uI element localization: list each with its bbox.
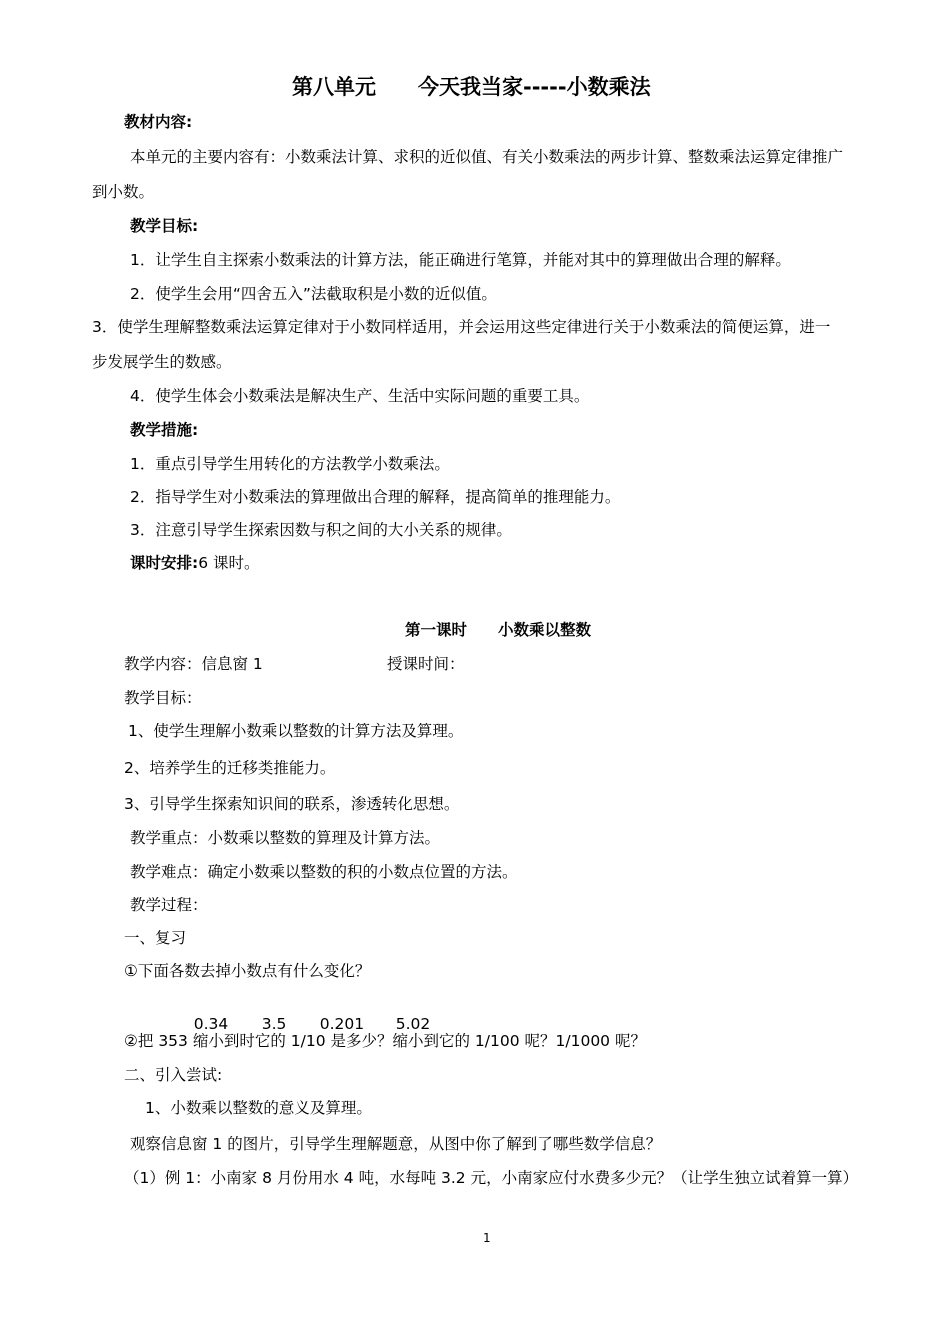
unit-goal-3-line-2: 步发展学生的数感。 [92, 353, 232, 371]
number-item: 3.5 [261, 1014, 287, 1033]
page-number: 1 [483, 1231, 491, 1245]
unit-goal-2: 2．使学生会用“四舍五入”法截取积是小数的近似值。 [130, 285, 497, 303]
lesson-content: 教学内容：信息窗 1 [124, 655, 263, 673]
unit-goal-4: 4．使学生体会小数乘法是解决生产、生活中实际问题的重要工具。 [130, 387, 590, 405]
lesson-goal-1: 1、使学生理解小数乘以整数的计算方法及算理。 [128, 722, 464, 740]
unit-goal-1: 1．让学生自主探索小数乘法的计算方法，能正确进行笔算，并能对其中的算理做出合理的解释。 [130, 251, 791, 269]
lesson-difficulty: 教学难点：确定小数乘以整数的积的小数点位置的方法。 [130, 863, 518, 881]
review-question-2: ②把 353 缩小到时它的 1/10 是多少？缩小到它的 1/100 呢？1/1000 呢？ [124, 1032, 646, 1050]
unit-goals-label: 教学目标: [130, 217, 199, 235]
number-item: 5.02 [395, 1014, 431, 1033]
schedule-label: 课时安排: [130, 554, 199, 572]
material-label: 教材内容: [124, 113, 193, 131]
number-item: 0.201 [319, 1014, 365, 1033]
lesson-goal-2: 2、培养学生的迁移类推能力。 [124, 759, 336, 777]
lesson-process-label: 教学过程： [130, 896, 208, 914]
unit-goal-3-line-1: 3．使学生理解整数乘法运算定律对于小数同样适用，并会运用这些定律进行关于小数乘法的简便运算，进一 [92, 318, 831, 336]
material-line-1: 本单元的主要内容有：小数乘法计算、求积的近似值、有关小数乘法的两步计算、整数乘法运算定律推广 [130, 148, 844, 166]
measure-2: 2．指导学生对小数乘法的算理做出合理的解释，提高简单的推理能力。 [130, 488, 621, 506]
material-line-2: 到小数。 [92, 183, 155, 201]
review-heading: 一、复习 [124, 929, 187, 947]
measure-3: 3．注意引导学生探索因数与积之间的大小关系的规律。 [130, 521, 512, 539]
review-question-1: ①下面各数去掉小数点有什么变化？ [124, 962, 371, 980]
lesson-goals-label: 教学目标： [124, 689, 202, 707]
number-item: 0.34 [193, 1014, 229, 1033]
intro-heading: 二、引入尝试: [124, 1066, 223, 1084]
schedule-value: 6 课时。 [198, 554, 260, 572]
example-1: （1）例 1：小南家 8 月份用水 4 吨，水每吨 3.2 元，小南家应付水费多少元？（让学生独立试着算一算） [124, 1169, 859, 1187]
lesson-goal-3: 3、引导学生探索知识间的联系，渗透转化思想。 [124, 795, 460, 813]
lesson-time: 授课时间： [387, 655, 465, 673]
schedule-line [130, 556, 260, 572]
lesson-key-point: 教学重点：小数乘以整数的算理及计算方法。 [130, 829, 441, 847]
observe-instruction: 观察信息窗 1 的图片，引导学生理解题意，从图中你了解到了哪些数学信息？ [130, 1135, 662, 1153]
measure-1: 1．重点引导学生用转化的方法教学小数乘法。 [130, 455, 450, 473]
measures-label: 教学措施: [130, 421, 199, 439]
unit-title: 第八单元 今天我当家-----小数乘法 [292, 75, 651, 99]
intro-item-1: 1、小数乘以整数的意义及算理。 [145, 1099, 372, 1117]
lesson-1-title: 第一课时 小数乘以整数 [405, 621, 592, 639]
